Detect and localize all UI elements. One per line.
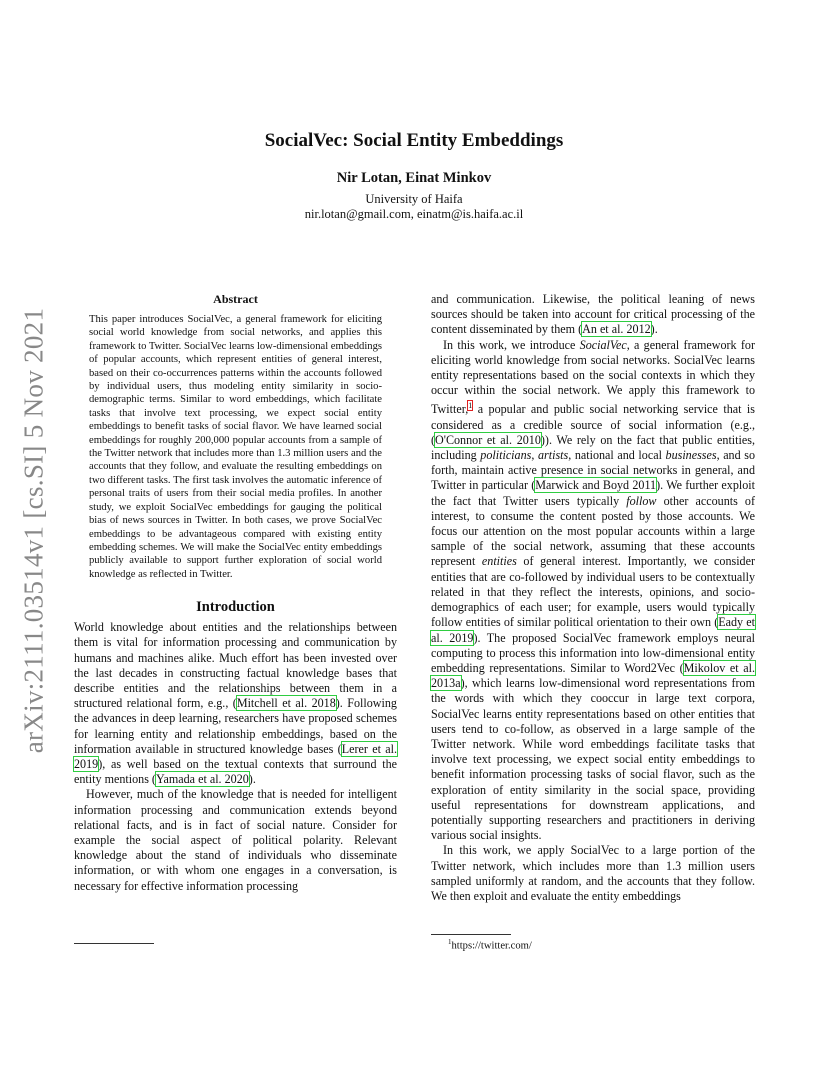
introduction-heading: Introduction <box>196 599 275 616</box>
intro-paragraph-2: However, much of the knowledge that is needed for intelligent information processing and communication extends beyond relational facts, and is in fact of social nature. Consider for example the social aspect of political polarity. Relevant knowledge about the stand of individuals who disseminate information, or with whom one engages in a conversation, is necessary for effective information processing <box>74 787 397 893</box>
paper-authors: Nir Lotan, Einat Minkov <box>336 170 492 186</box>
right-column <box>431 292 755 904</box>
citation-link[interactable]: Mikolov et al. 2013a <box>431 660 755 691</box>
intro-paragraph-1: World knowledge about entities and the relationships between them is vital for information processing and communication by humans and machines alike. Much effort has been invested over the last decades in constructing factual knowledge bases that describe entities and the relationships between them in a structured relational form, e.g., (Mitchell et al. 2018). Following the advances in deep learning, researchers have proposed schemes for learning entity and relationship embeddings, based on the information available in structured knowledge bases (Lerer et al. 2019), as well based on the textual contexts that surround the entity mentions (Yamada et al. 2020). <box>74 620 397 787</box>
citation-link[interactable]: Yamada et al. 2020 <box>155 772 249 787</box>
citation-link[interactable]: Mitchell et al. 2018 <box>236 696 336 711</box>
author-emails: nir.lotan@gmail.com, einatm@is.haifa.ac.il <box>304 207 524 221</box>
citation-link[interactable]: An et al. 2012 <box>582 322 651 337</box>
arxiv-id-text: arXiv:2111.03514v1 [cs.SI] 5 Nov 2021 <box>18 307 49 753</box>
footnote-divider <box>74 943 154 944</box>
footnote-number: 1 <box>448 938 452 946</box>
citation-link[interactable]: O'Connor et al. 2010 <box>435 432 541 447</box>
footnote-divider <box>431 934 511 935</box>
abstract-text: This paper introduces SocialVec, a general framework for eliciting social world knowledge from social networks, and applies this framework to Twitter. SocialVec learns low-dimensional embeddings of popular accounts, which represent entities of general interest, based on their co-occurrences patterns within the accounts followed by individual users, thus modeling entity similarity in socio-demographic terms. Similar to word embeddings, which facilitate tasks that involve text processing, we expect social entity embeddings to benefit tasks of social flavor. We have learned social embeddings for roughly 200,000 popular accounts from a sample of the Twitter network that includes more than 1.3 million users and the accounts that they follow, and evaluate the resulting embeddings on two different tasks. The first task involves the automatic inference of personal traits of users from their social media profiles. In another study, we exploit SocialVec embeddings for gauging the political bias of news sources in Twitter. In both cases, we prove SocialVec embeddings to be advantageous compared with existing entity embedding schemes. We will make the SocialVec entity embeddings publicly available to support further exploration of social world knowledge as reflected in Twitter. <box>89 314 382 580</box>
footnote-marker[interactable]: 1 <box>468 401 473 411</box>
footnote-url[interactable]: https://twitter.com/ <box>451 940 532 952</box>
footnote <box>448 938 532 952</box>
paper-title: SocialVec: Social Entity Embeddings <box>264 130 564 151</box>
left-column <box>74 292 397 894</box>
citation-link[interactable]: Lerer et al. 2019 <box>74 741 397 771</box>
author-affiliation: University of Haifa <box>365 192 463 206</box>
arxiv-identifier <box>6 300 62 760</box>
citation-link[interactable]: Eady et al. 2019 <box>431 615 755 645</box>
abstract-heading: Abstract <box>213 292 258 306</box>
citation-link[interactable]: Marwick and Boyd 2011 <box>535 478 657 493</box>
right-paragraph-1: In this work, we introduce SocialVec, a general framework for eliciting world knowledge from social networks. SocialVec learns entity representations based on the social contexts in which they occur within the social network. We apply this framework to Twitter,$^1$ a popular and public social networking service that is considered as a credible source of social information (e.g., (O'Connor et al. 2010)). We rely on the fact that public entities, including politicians, artists, national and local businesses, and so forth, maintain active presence in social networks in general, and Twitter in particular (Marwick and Boyd 2011). We further exploit the fact that Twitter users typically follow other accounts of interest, to consume the content posted by those accounts. We focus our attention on the most popular accounts within a large sample of the social network, assuming that these accounts represent entities of general interest. Importantly, we consider entities that are co-followed by individual users to be contextually related in that they reflect the interests, opinions, and socio-demographics of each user; for example, users would typically follow entities of similar political orientation to their own (Eady et al. 2019). The proposed SocialVec framework employs neural computing to process this information into low-dimensional entity embedding representations. Similar to Word2Vec (Mikolov et al. 2013a), which learns low-dimensional word representations from the words with which they cooccur in large text corpora, SocialVec learns entity representations based on other entities that users tend to co-follow, as observed in a large sample of the Twitter network. While word embeddings facilitate tasks that involve text processing, we expect social entity embeddings to benefit information processing tasks of social flavor, such as the exploration of entity similarity in the social space, providing useful representations for downstream applications, and potentially supporting researchers and practitioners in deriving various social insights. <box>431 337 756 843</box>
right-paragraph-0: and communication. Likewise, the political leaning of news sources should be taken into account for critical processing of the content disseminated by them (An et al. 2012). <box>431 292 755 337</box>
right-paragraph-2: In this work, we apply SocialVec to a large portion of the Twitter network, which includes more than 1.3 million users sampled uniformly at random, and the accounts that they follow. We then exploit and evaluate the entity embeddings <box>431 843 755 903</box>
